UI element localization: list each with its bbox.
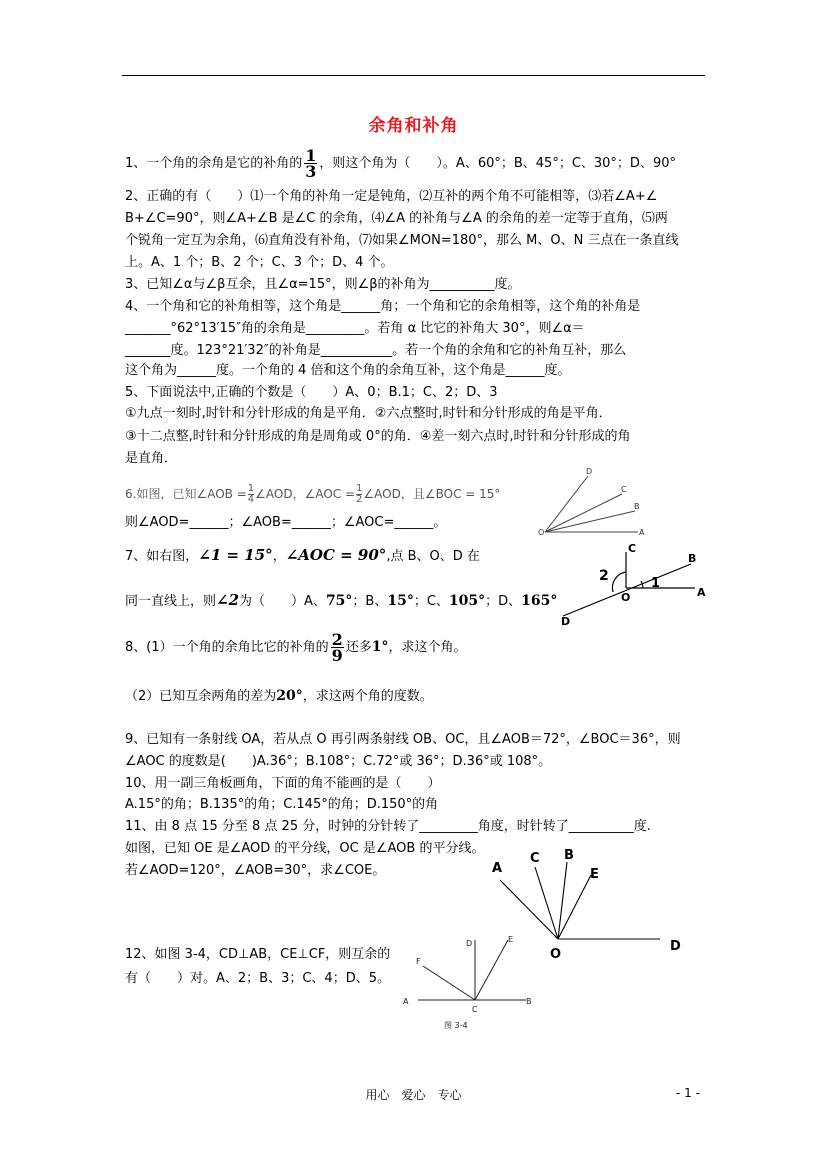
label-b: B [634,502,640,511]
label-o: O [538,528,545,537]
label-a: A [697,586,706,599]
question-9-line-2: ∠AOC 的度数是( )A.36°；B.108°；C.72°或 36°；D.36°或 108°。 [125,754,552,769]
question-2-line-2: B+∠C=90°，则∠A+∠B 是∠C 的余角，⑷∠A 的补角与∠A 的余角的差一定等于直角，⑸两 [125,211,668,226]
label-e: E [508,935,514,944]
question-3: 3、已知∠α与∠β互余，且∠α=15°，则∠β的补角为__________度。 [125,277,521,292]
question-2-line-1: 2、正确的有（ ）⑴一个角的补角一定是钝角，⑵互补的两个角不可能相等，⑶若∠A+∠ [125,189,658,204]
question-4-line-3: _______度。123°21′32″的补角是___________。若一个角的余角和它的补角互补，那么 [125,343,627,358]
figure-caption: 图 3-4 [444,1021,468,1030]
page-title: 余角和补角 [368,116,459,136]
ray-ce [475,940,508,1000]
ray-oc [535,867,558,939]
footer-motto: 用心 爱心 专心 [365,1088,462,1102]
question-8-part-1: 8、(1）一个角的余角比它的补角的 $\frac{2}{9}$ 还多1°，求这个角。 [125,630,467,665]
question-4-line-4: 这个角为______度。一个角的 4 倍和这个角的余角互补，这个角是______度。 [125,363,571,378]
q6-fraction-1: $\frac{1}{4}$ [247,483,255,505]
question-7-line-1: 7、如右图，∠1 = 15°，∠AOC = 90°,点 B、O、D 在 [125,546,480,564]
question-12-line-2: 有（ ）对。A、2；B、3；C、4；D、5。 [125,971,390,986]
label-d: D [670,939,681,954]
question-9-line-1: 9、已知有一条射线 OA，若从点 O 再引两条射线 OB、OC，且∠AOB＝72°，∠BOC＝36°，则 [125,732,681,747]
q1-text-post: ，则这个角为（ ）。A、60°；B、45°；C、30°；D、90° [319,156,676,171]
question-11-line-2: 如图，已知 OE 是∠AOD 的平分线，OC 是∠AOB 的平分线。 [125,841,485,856]
question-8-part-2: （2）已知互余两角的差为20°，求这两个角的度数。 [125,688,433,704]
label-a: A [492,861,503,876]
label-b: B [688,552,697,565]
label-d: D [586,467,593,476]
label-o: O [550,947,562,962]
label-b: B [564,848,574,863]
label-b: B [526,997,532,1006]
question-10-line-2: A.15°的角；B.135°的角；C.145°的角；D.150°的角 [125,797,439,812]
label-o: O [621,591,631,604]
ray-oe [558,875,591,939]
label-d: D [466,939,473,948]
question-5-line-3: ③十二点整,时针和分针形成的角是周角或 0°的角．④差一刻六点时,时针和分针形成的角 [125,429,631,444]
header-rule [122,75,705,76]
question-2-line-3: 个锐角一定互为余角，⑹直角没有补角，⑺如果∠MON=180°，那么 M、O、N 三点在一条直线 [125,233,679,248]
question-11-line-3: 若∠AOD=120°，∠AOB=30°，求∠COE。 [125,863,386,878]
question-2-line-4: 上。A、1 个；B、2 个；C、3 个；D、4 个。 [125,255,394,270]
label-angle-1: 1 [651,576,661,591]
label-c: C [628,542,637,555]
question-7-line-2: 同一直线上，则∠2为（ ）A、75°；B、15°；C、105°；D、165° [125,591,558,609]
label-c: C [530,851,540,866]
question-5-line-4: 是直角． [125,451,178,466]
label-angle-2: 2 [599,568,609,584]
question-5-line-1: 5、下面说法中,正确的个数是（ ）A、0；B.1；C、2；D、3 [125,385,498,400]
question-4-line-2: _______°62°13′15″角的余角是_________。若角 α 比它的补角大 30°，则∠α＝ [125,321,585,336]
label-e: E [590,867,599,882]
page-number: - 1 - [676,1086,700,1100]
q8-fraction: $\frac{2}{9}$ [331,630,343,665]
ray-oc [545,494,622,532]
question-5-line-2: ①九点一刻时,时针和分针形成的角是平角．②六点整时,时针和分针形成的角是平角． [125,406,612,421]
question-12-line-1: 12、如图 3-4，CD⊥AB，CE⊥CF，则互余的 [125,947,391,962]
question-6-line-1: 6.如图，已知∠AOB = $\frac{1}{4}\angle AOD$，∠AOC = $\frac{1}{2}\angle AOD$，且∠BOC = 15° [125,483,501,505]
question-6-line-2: 则∠AOD=______；∠AOB=______；∠AOC=______。 [125,515,447,530]
arc-angle-2 [612,572,626,592]
label-a: A [639,528,645,537]
question-11-line-1: 11、由 8 点 15 分至 8 点 25 分，时钟的分针转了_________角度，时针转了__________度. [125,819,651,834]
label-a: A [403,997,409,1006]
label-c: C [472,1005,478,1014]
label-c: C [621,485,627,494]
label-d: D [561,615,571,628]
line-bd [563,564,691,616]
ray-cf [423,966,475,1000]
q1-text-pre: 1、一个角的余角是它的补角的 [125,156,303,171]
figure-6 [530,464,670,544]
question-10-line-1: 10、用一副三角板画角，下面的角不能画的是（ ） [125,776,441,791]
question-4-line-1: 4、一个角和它的补角相等，这个角是______角；一个角和它的余角相等，这个角的补角是 [125,299,641,314]
q6-fraction-2: $\frac{1}{2}$ [356,483,363,505]
figure-7 [555,540,715,630]
label-f: F [416,957,421,966]
q1-fraction: $\frac{1}{3}$ [305,146,317,181]
question-1 [125,148,676,179]
figure-12 [398,930,548,1035]
ray-ob [558,862,567,939]
